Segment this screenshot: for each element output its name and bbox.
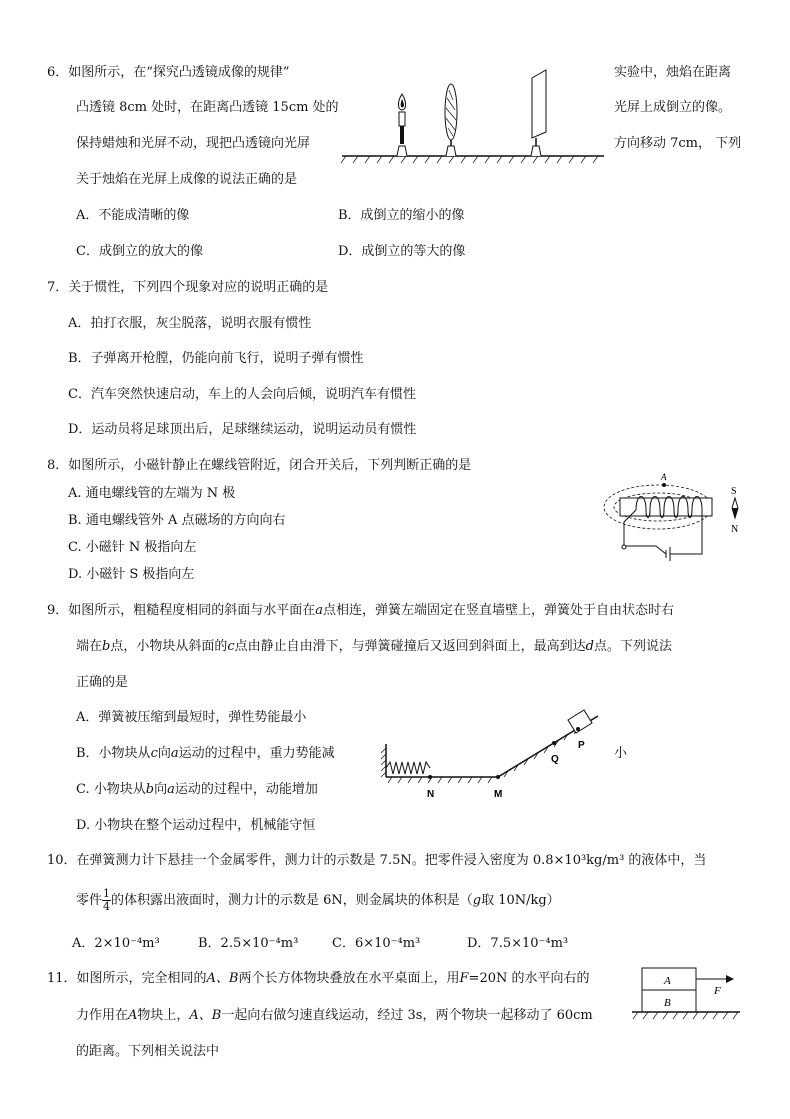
table-hatching	[633, 1012, 738, 1019]
q6-option-b: B．成倒立的缩小的像	[338, 208, 465, 223]
q11-line2: 力作用在A物块上，A、B一起向右做匀速直线运动，经过 3s，两个物块一起移动了 60cm	[76, 1008, 593, 1023]
block-b-label: B	[664, 997, 671, 1009]
point-n-marker	[428, 775, 432, 779]
q6-option-d: D．成倒立的等大的像	[338, 244, 466, 259]
q9-line3: 正确的是	[76, 675, 129, 690]
q9-option-d: D. 小物块在整个运动过程中，机械能守恒	[76, 818, 316, 833]
q10-option-a: A．2×10⁻⁴m³	[72, 936, 160, 951]
floor-hatching	[388, 722, 588, 783]
block-icon	[568, 710, 592, 733]
q8-stem: 8．如图所示，小磁针静止在螺线管附近，闭合开关后，下列判断正确的是	[47, 458, 472, 473]
q10-option-b: B．2.5×10⁻⁴m³	[198, 936, 299, 951]
block-a-label: A	[664, 975, 671, 987]
q9-option-b-tail: 小	[614, 746, 628, 761]
q7-stem: 7．关于惯性，下列四个现象对应的说明正确的是	[47, 280, 329, 295]
q6-line2-right: 光屏上成倒立的像。	[614, 100, 732, 115]
point-m-label: M	[494, 789, 503, 800]
force-label: F	[714, 985, 721, 997]
point-q-label: Q	[551, 754, 559, 765]
point-a-label: A	[661, 472, 667, 482]
q7-option-a: A．拍打衣服，灰尘脱落，说明衣服有惯性	[68, 316, 312, 331]
q8-option-c: C. 小磁针 N 极指向左	[68, 540, 197, 555]
q10-line2: 零件 $\frac{1}{4}$ 的体积露出液面时，测力计的示数是 6N，则金属块的体积是（g取 10N/kg）	[76, 887, 560, 913]
q10-option-d: D．7.5×10⁻⁴m³	[467, 936, 569, 951]
q6-optics-bench-figure	[338, 66, 608, 168]
q6-line1-left: 6．如图所示，在“探究凸透镜成像的规律”	[47, 65, 290, 80]
q8-option-d: D. 小磁针 S 极指向左	[68, 567, 195, 582]
light-screen-icon	[531, 70, 546, 156]
q10-line1: 10．在弹簧测力计下悬挂一个金属零件，测力计的示数是 7.5N。把零件浸入密度为 0.8×10³kg/m³ 的液体中，当	[47, 853, 707, 868]
compass-south-label: S	[731, 486, 737, 497]
q6-line3-right: 方向移动 7cm， 下列	[614, 136, 742, 151]
solenoid-core	[620, 498, 712, 516]
q8-option-a: A. 通电螺线管的左端为 N 极	[68, 486, 236, 501]
q9-line1: 9．如图所示，粗糙程度相同的斜面与水平面在a点相连，弹簧左端固定在竖直墙壁上，弹簧处于自由状态时右	[47, 603, 675, 618]
q10-option-c: C．6×10⁻⁴m³	[332, 936, 421, 951]
optical-bench-rail	[341, 156, 604, 163]
compass-north-label: N	[731, 524, 739, 535]
point-p-marker	[576, 727, 580, 731]
q7-option-d: D．运动员将足球顶出后，足球继续运动，说明运动员有惯性	[68, 422, 417, 437]
q6-line4: 关于烛焰在光屏上成像的说法正确的是	[76, 172, 298, 187]
point-n-label: N	[427, 789, 435, 800]
q8-solenoid-figure	[600, 470, 750, 570]
force-arrow-icon	[696, 975, 734, 983]
q11-line1: 11．如图所示，完全相同的A、B两个长方体物块叠放在水平桌面上，用F=20N 的水平向右的	[47, 971, 590, 986]
q9-option-a: A．弹簧被压缩到最短时，弹性势能最小	[76, 710, 307, 725]
fraction-one-quarter: $\frac{1}{4}$	[103, 887, 111, 913]
q6-line3-left: 保持蜡烛和光屏不动，现把凸透镜向光屏	[76, 136, 311, 151]
q9-spring-slope-figure	[378, 704, 618, 804]
q6-option-c: C．成倒立的放大的像	[76, 244, 203, 259]
spring-icon	[386, 762, 430, 774]
q9-option-b: B．小物块从c向a运动的过程中，重力势能减	[76, 746, 335, 761]
q6-option-a: A．不能成清晰的像	[76, 208, 190, 223]
q7-option-c: C．汽车突然快速启动，车上的人会向后倾，说明汽车有惯性	[68, 387, 416, 402]
q8-option-b: B. 通电螺线管外 A 点磁场的方向向右	[68, 513, 286, 528]
q9-option-c: C. 小物块从b向a运动的过程中，动能增加	[76, 782, 318, 797]
q9-line2: 端在b点，小物块从斜面的c点由静止自由滑下，与弹簧碰撞后又返回到斜面上，最高到达d点。下列说法	[76, 639, 672, 654]
q7-option-b: B．子弹离开枪膛，仍能向前飞行，说明子弹有惯性	[68, 351, 364, 366]
q11-stacked-blocks-figure	[630, 962, 742, 1030]
convex-lens-icon	[445, 84, 457, 156]
floor-and-slope	[386, 716, 598, 777]
candle-icon	[397, 94, 407, 156]
point-p-label: P	[578, 740, 585, 751]
point-q-marker	[552, 741, 556, 745]
q11-line3: 的距离。下列相关说法中	[76, 1044, 220, 1059]
switch-icon	[622, 545, 626, 549]
point-a-marker	[662, 483, 666, 487]
q6-line2-left: 凸透镜 8cm 处时，在距离凸透镜 15cm 处的	[76, 100, 339, 115]
q6-line1-right: 实验中，烛焰在距离	[614, 65, 732, 80]
point-m-marker	[496, 775, 500, 779]
